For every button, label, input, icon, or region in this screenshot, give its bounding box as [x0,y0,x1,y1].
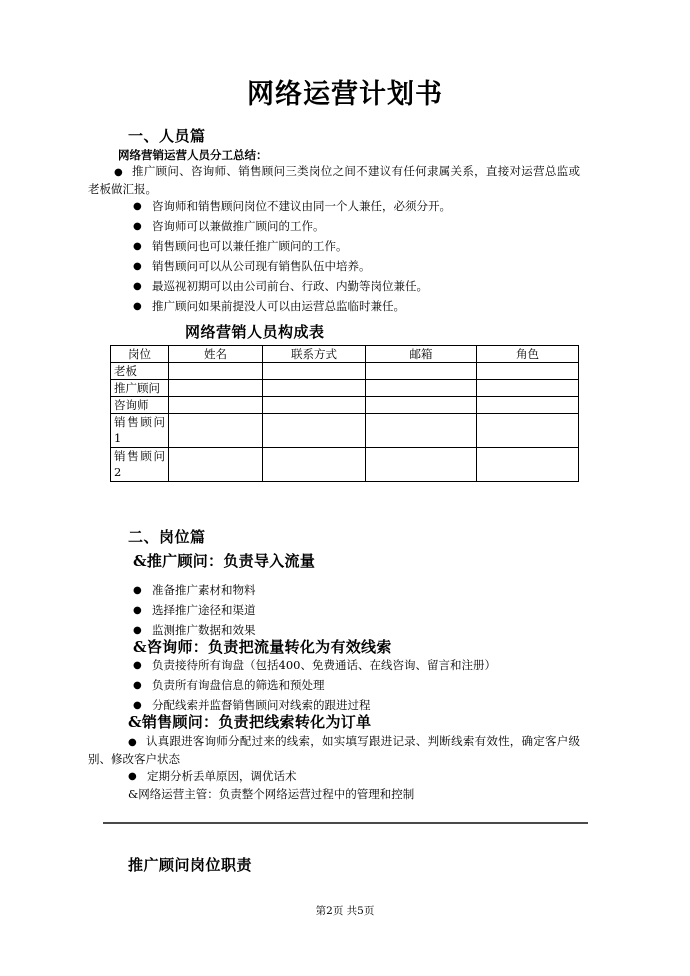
heading-role-promotion-consultant: &推广顾问：负责导入流量 [133,552,316,570]
table-cell-duty[interactable] [477,397,579,414]
list-item-label: 最巡视初期可以由公司前台、行政、内勤等岗位兼任。 [152,279,428,293]
table-cell-email[interactable] [366,363,477,380]
promotion-consultant-duty-list [133,582,573,642]
list-item-label: 咨询师可以兼做推广顾问的工作。 [152,219,325,233]
table-cell-name[interactable] [169,448,263,482]
table-cell-email[interactable] [366,397,477,414]
table-cell-role: 销售顾问1 [111,414,169,448]
consultant-duty-list [133,657,583,717]
table-row [111,363,579,380]
supervisor-role-line: &网络运营主管：负责整个网络运营过程中的管理和控制 [128,787,415,801]
table-row [111,448,579,482]
table-row [111,397,579,414]
list-item-label: 咨询师和销售顾问岗位不建议由同一个人兼任，必须分开。 [152,199,451,213]
bullet-icon: ● [133,281,142,292]
staff-table-caption: 网络营销人员构成表 [185,323,325,341]
table-cell-email[interactable] [366,380,477,397]
table-cell-duty[interactable] [477,363,579,380]
bullet-icon: ● [133,605,142,616]
heading-section-personnel: 一、人员篇 [128,127,206,145]
table-cell-email[interactable] [366,448,477,482]
heading-role-sales-consultant: &销售顾问：负责把线索转化为订单 [128,713,372,731]
table-cell-role: 销售顾问2 [111,448,169,482]
column-header: 姓名 [169,346,263,363]
list-item [133,218,583,235]
column-header: 联系方式 [263,346,366,363]
list-item-label: 选择推广途径和渠道 [152,603,256,617]
column-header: 岗位 [111,346,169,363]
page-footer: 第2页 共5页 [315,905,375,917]
bullet-icon: ● [133,660,142,671]
table-row [111,414,579,448]
heading-role-consultant: &咨询师：负责把流量转化为有效线索 [133,638,392,656]
bullet-icon: ● [133,625,142,636]
heading-promotion-consultant-duties: 推广顾问岗位职责 [128,856,253,874]
table-cell-name[interactable] [169,363,263,380]
list-item [133,582,573,599]
staff-table [110,345,579,482]
column-header: 邮箱 [366,346,477,363]
table-cell-role: 老板 [111,363,169,380]
table-cell-name[interactable] [169,397,263,414]
bullet-icon: ● [133,585,142,596]
list-item-label: 负责所有询盘信息的筛选和预处理 [152,678,325,692]
list-item [133,278,583,295]
list-item-label: 分配线索并监督销售顾问对线索的跟进过程 [152,698,371,712]
list-item [133,677,583,694]
column-header: 角色 [477,346,579,363]
list-item-label: 定期分析丢单原因，调优话术 [147,769,297,783]
table-cell-contact[interactable] [263,380,366,397]
bullet-icon: ● [133,680,142,691]
sales-consultant-duty-paragraph [88,733,580,768]
personnel-bullet-list [133,198,583,318]
table-cell-contact[interactable] [263,397,366,414]
bullet-icon: ● [114,167,124,178]
personnel-bullet-paragraph-text: 推广顾问、咨询师、销售顾问三类岗位之间不建议有任何隶属关系，直接对运营总监或老板做汇报。 [88,164,580,196]
table-cell-name[interactable] [169,380,263,397]
bullet-icon: ● [133,221,142,232]
list-item-label: 负责接待所有询盘（包括400、免费通话、在线咨询、留言和注册） [152,658,496,672]
list-item-label: 销售顾问也可以兼任推广顾问的工作。 [152,239,348,253]
table-cell-role: 咨询师 [111,397,169,414]
table-header-row [111,346,579,363]
list-item [133,258,583,275]
table-cell-contact[interactable] [263,363,366,380]
bullet-icon: ● [133,241,142,252]
table-cell-role: 推广顾问 [111,380,169,397]
list-item [133,602,573,619]
list-item [133,298,583,315]
personnel-bullet-paragraph [88,163,580,198]
bullet-icon: ● [133,700,142,711]
page-title: 网络运营计划书 [247,79,443,110]
list-item-label: 监测推广数据和效果 [152,623,256,637]
bullet-icon: ● [133,301,142,312]
list-item-label: 推广顾问如果前提没人可以由运营总监临时兼任。 [152,299,405,313]
list-item-label: 销售顾问可以从公司现有销售队伍中培养。 [152,259,371,273]
table-cell-duty[interactable] [477,414,579,448]
sales-consultant-duty-paragraph-text: 认真跟进客询师分配过来的线索，如实填写跟进记录、判断线索有效性，确定客户级别、修改客户状态 [88,734,580,766]
list-item [133,657,583,674]
list-item [133,238,583,255]
section-divider [103,822,588,824]
heading-section-roles: 二、岗位篇 [128,528,206,546]
sales-consultant-duty-list [128,768,568,788]
list-item-label: 准备推广素材和物料 [152,583,256,597]
list-item [128,768,568,785]
bullet-icon: ● [133,201,142,212]
bullet-icon: ● [133,261,142,272]
table-cell-duty[interactable] [477,448,579,482]
table-cell-contact[interactable] [263,448,366,482]
table-row [111,380,579,397]
subheading-personnel-summary: 网络营销运营人员分工总结： [118,148,268,162]
bullet-icon: ● [128,737,137,748]
table-cell-name[interactable] [169,414,263,448]
list-item [133,198,583,215]
bullet-icon: ● [128,771,137,782]
table-cell-duty[interactable] [477,380,579,397]
table-cell-contact[interactable] [263,414,366,448]
table-cell-email[interactable] [366,414,477,448]
